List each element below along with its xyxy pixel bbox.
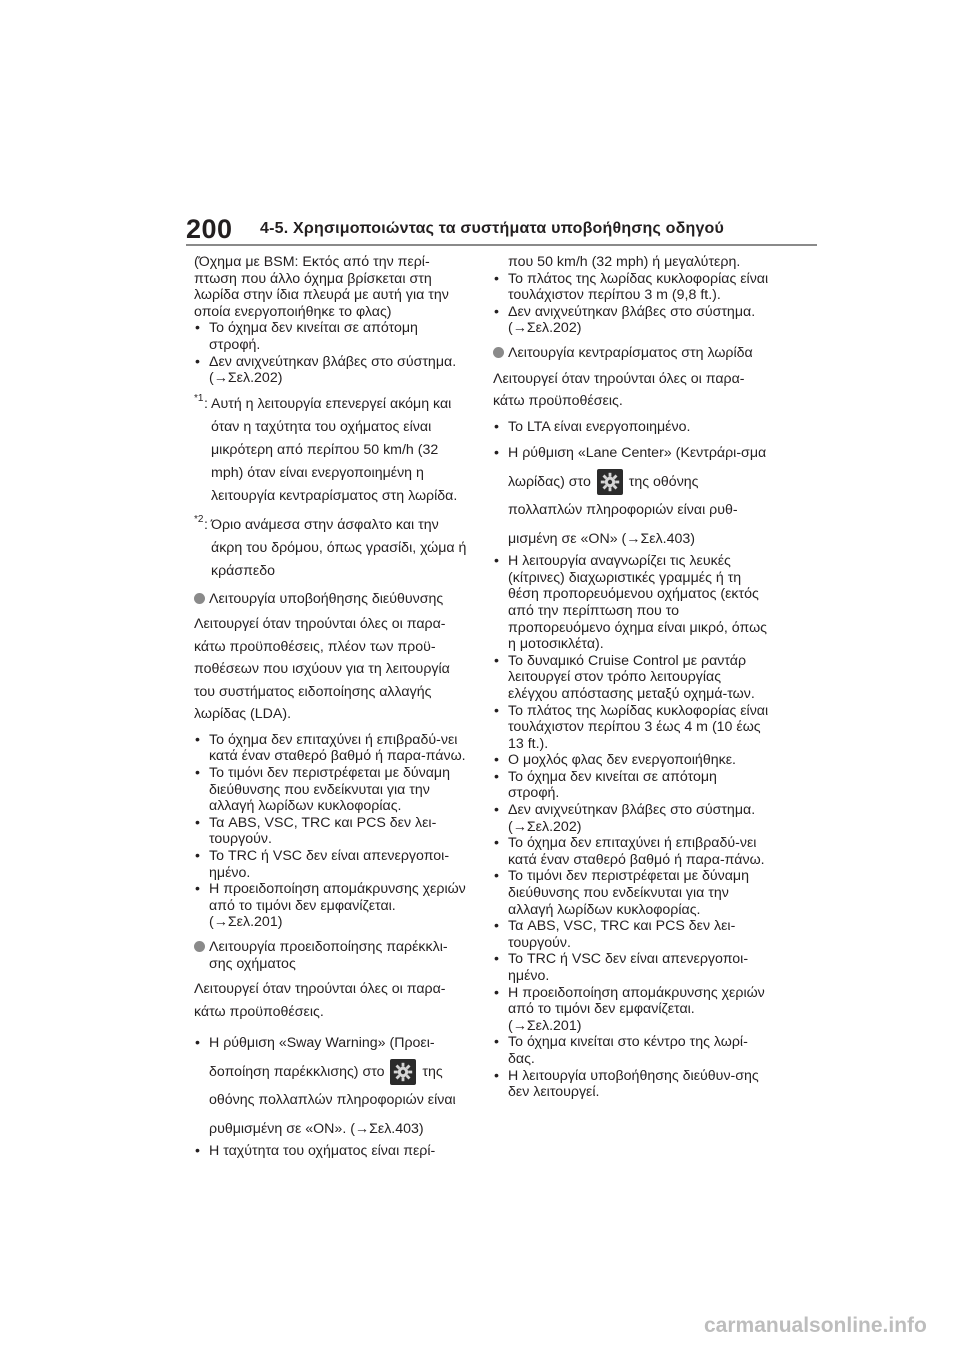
subsection-title: Λειτουργία υποβοήθησης διεύθυνσης [209,590,444,607]
list-item-text: της οθόνης πολλαπλών πληροφοριών είναι ρυθμισμένη σε «ON». (→Σελ.403) [209,1063,456,1137]
list-item: • Το όχημα δεν κινείται σε απότομη στροφή. [493,769,771,802]
gear-icon [597,469,623,495]
right-column [493,254,771,1101]
list-item: • Δεν ανιχνεύτηκαν βλάβες στο σύστημα. (→Σελ.202) [493,304,771,337]
gear-icon [390,1059,416,1085]
list-item: • Τα ABS, VSC, TRC και PCS δεν λει-τουργούν. [194,815,470,848]
list-item-text: της οθόνης πολλαπλών πληροφοριών είναι ρυθ-μισμένη σε «ON» (→Σελ.403) [508,473,738,547]
footnote-mark: *1 [194,392,204,404]
list-item-text: Η ρύθμιση «Lane Center» (Κεντράρι-σμα λωρίδας) στο [508,445,767,490]
section-title: 4-5. Χρησιμοποιώντας τα συστήματα υποβοήθησης οδηγού [260,220,725,237]
list-item: • Το δυναμικό Cruise Control με ραντάρ λειτουργεί στον τρόπο λειτουργίας ελέγχου απόστασης μεταξύ οχημά-των. [493,653,771,703]
list-item-text: Η ρύθμιση «Sway Warning» (Προει-δοποίηση παρέκκλισης) στο [209,1035,435,1080]
list-item: • Τα ABS, VSC, TRC και PCS δεν λει-τουργούν. [493,918,771,951]
list-item: • Δεν ανιχνεύτηκαν βλάβες στο σύστημα. (→Σελ.202) [194,354,470,387]
list-item: • Η λειτουργία υποβοήθησης διεύθυν-σης δεν λειτουργεί. [493,1068,771,1101]
list-item: • Το τιμόνι δεν περιστρέφεται με δύναμη διεύθυνσης που ενδείκνυται για την αλλαγή λωρίδων κυκλοφορίας. [194,765,470,815]
subsection-heading [493,345,771,362]
footnote-text: Αυτή η λειτουργία επενεργεί ακόμη και όταν η ταχύτητα του οχήματος είναι μικρότερη από περίπου 50 km/h (32 mph) όταν είναι ενεργοποιημένη η λειτουργία κεντραρίσματος στη λωρίδα. [211,395,458,504]
list-item: • Το πλάτος της λωρίδας κυκλοφορίας είναι τουλάχιστον περίπου 3 έως 4 m (10 έως 13 ft.). [493,703,771,753]
list-item: • Το τιμόνι δεν περιστρέφεται με δύναμη διεύθυνσης που ενδείκνυται για την αλλαγή λωρίδων κυκλοφορίας. [493,868,771,918]
subsection-intro: Λειτουργεί όταν τηρούνται όλες οι παρα-κάτω προϋποθέσεις, πλέον των προϋ-ποθέσεων που ισχύουν για τη λειτουργία του συστήματος ειδοποίησης αλλαγής λωρίδας (LDA). [194,616,450,723]
subsection-title: Λειτουργία κεντραρίσματος στη λωρίδα [508,344,753,361]
list-item: • Η ταχύτητα του οχήματος είναι περί- [194,1143,470,1160]
intro-paragraph: (Όχημα με BSM: Εκτός από την περί-πτωση που άλλο όχημα βρίσκεται στη λωρίδα στην ίδια πλευρά με αυτή για την οποία ενεργοποιήθηκε το φλας) [194,254,449,320]
footnote-text: Όριο ανάμεσα στην άσφαλτο και την άκρη του δρόμου, όπως γρασίδι, χώμα ή κράσπεδο [211,516,467,579]
list-item: • Το όχημα δεν επιταχύνει ή επιβραδύ-νει κατά έναν σταθερό βαθμό ή παρα-πάνω. [493,835,771,868]
bullet-dot-icon [493,347,504,358]
watermark-site: carmanualsonline.info [704,1314,927,1337]
list-item: • Το LTA είναι ενεργοποιημένο. [493,419,771,436]
page-header [0,0,960,270]
list-item: • Δεν ανιχνεύτηκαν βλάβες στο σύστημα. (→Σελ.202) [493,802,771,835]
left-column [194,254,470,1160]
list-item: • Ο μοχλός φλας δεν ενεργοποιήθηκε. [493,752,771,769]
continued-text: που 50 km/h (32 mph) ή μεγαλύτερη. [508,254,741,270]
list-item [194,1029,470,1143]
list-item: • Το TRC ή VSC δεν είναι απενεργοποι-ημένο. [493,951,771,984]
list-item: • Το όχημα δεν κινείται σε απότομη στροφή. [194,320,470,353]
subsection-title: Λειτουργία προειδοποίησης παρέκκλι-σης οχήματος [209,938,448,972]
bullet-dot-icon [194,593,205,604]
list-item: • Το πλάτος της λωρίδας κυκλοφορίας είναι τουλάχιστον περίπου 3 m (9,8 ft.). [493,271,771,304]
page-number: 200 [186,214,233,244]
list-item: • Η λειτουργία αναγνωρίζει τις λευκές (κίτρινες) διαχωριστικές γραμμές ή τη θέση προπορευόμενου οχήματος (εκτός από την περίπτωση που το προπορευόμενο όχημα είναι μικρό, όπως η μοτοσικλέτα). [493,553,771,653]
subsection-heading [194,591,470,608]
list-item: • Το TRC ή VSC δεν είναι απενεργοποι-ημένο. [194,848,470,881]
footnote-mark: *2 [194,513,204,525]
bullet-dot-icon [194,941,205,952]
subsection-intro: Λειτουργεί όταν τηρούνται όλες οι παρα-κάτω προϋποθέσεις. [493,370,745,410]
list-item: • Το όχημα δεν επιταχύνει ή επιβραδύ-νει κατά έναν σταθερό βαθμό ή παρα-πάνω. [194,732,470,765]
list-item: • Η προειδοποίηση απομάκρυνσης χεριών από το τιμόνι δεν εμφανίζεται. (→Σελ.201) [493,985,771,1035]
list-item [493,439,771,553]
footnote-1: *1 : Αυτή η λειτουργία επενεργεί ακόμη και όταν η ταχύτητα του οχήματος είναι μικρότερη από περίπου 50 km/h (32 mph) όταν είναι ενεργοποιημένη η λειτουργία κεντραρίσματος στη λωρίδα. [194,393,470,508]
subsection-heading [194,939,470,972]
subsection-intro: Λειτουργεί όταν τηρούνται όλες οι παρα-κάτω προϋποθέσεις. [194,981,446,1020]
list-item: • Η προειδοποίηση απομάκρυνσης χεριών από το τιμόνι δεν εμφανίζεται. (→Σελ.201) [194,881,470,931]
footnote-2: *2 : Όριο ανάμεσα στην άσφαλτο και την άκρη του δρόμου, όπως γρασίδι, χώμα ή κράσπεδο [194,514,470,583]
header-divider [186,244,817,246]
list-item: • Το όχημα κινείται στο κέντρο της λωρί-δας. [493,1034,771,1067]
